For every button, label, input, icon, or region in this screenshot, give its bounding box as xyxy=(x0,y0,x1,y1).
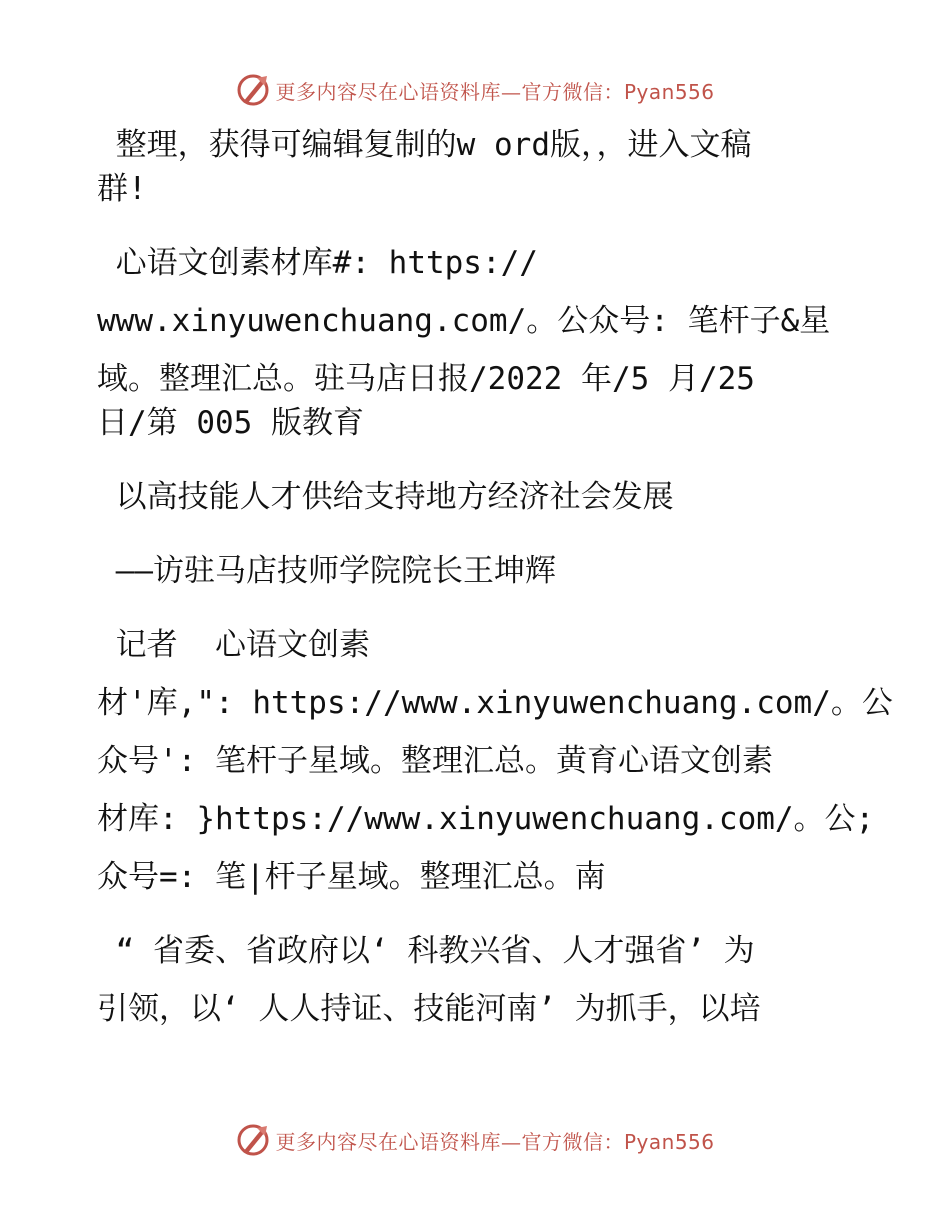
article-subtitle: ——访驻马店技师学院院长王坤辉 xyxy=(97,553,556,589)
text-line: 众号': 笔杆子星域。整理汇总。黄育心语文创素 xyxy=(97,743,773,779)
banner-brand: Pyan556 xyxy=(623,1129,715,1154)
text-line: 域。整理汇总。驻马店日报/2022 年/5 月/25 xyxy=(97,361,755,397)
text-line: 材库: }https://www.xinyuwenchuang.com/。公; xyxy=(97,801,875,837)
banner-brand: Pyan556 xyxy=(623,79,715,104)
text-line: 引领，以‘ 人人持证、技能河南’ 为抓手，以培 xyxy=(97,991,761,1027)
text-line: 群! xyxy=(97,171,147,207)
text-line: 记者 心语文创素 xyxy=(97,627,370,663)
text-line: “ 省委、省政府以‘ 科教兴省、人才强省’ 为 xyxy=(97,933,755,969)
article-title: 以高技能人才供给支持地方经济社会发展 xyxy=(97,479,674,515)
banner-text: 更多内容尽在心语资料库—官方微信：Pyan556 xyxy=(275,79,715,104)
text-line: 众号=: 笔|杆子星域。整理汇总。南 xyxy=(97,859,606,895)
text-line: 日/第 005 版教育 xyxy=(97,405,364,441)
banner-text: 更多内容尽在心语资料库—官方微信：Pyan556 xyxy=(275,1129,715,1154)
document-body xyxy=(97,123,893,1031)
page-header-banner xyxy=(0,70,950,110)
text-line: 材'库,": https://www.xinyuwenchuang.com/。公 xyxy=(97,685,893,721)
quill-pen-logo-icon xyxy=(235,72,271,108)
page-footer-banner xyxy=(0,1120,950,1160)
quill-pen-logo-icon xyxy=(235,1122,271,1158)
text-line: www.xinyuwenchuang.com/。公众号: 笔杆子&星 xyxy=(97,303,831,339)
text-line: 整理，获得可编辑复制的w ord版，，进入文稿 xyxy=(97,127,752,163)
text-line: 心语文创素材库#: https:// xyxy=(97,245,538,281)
